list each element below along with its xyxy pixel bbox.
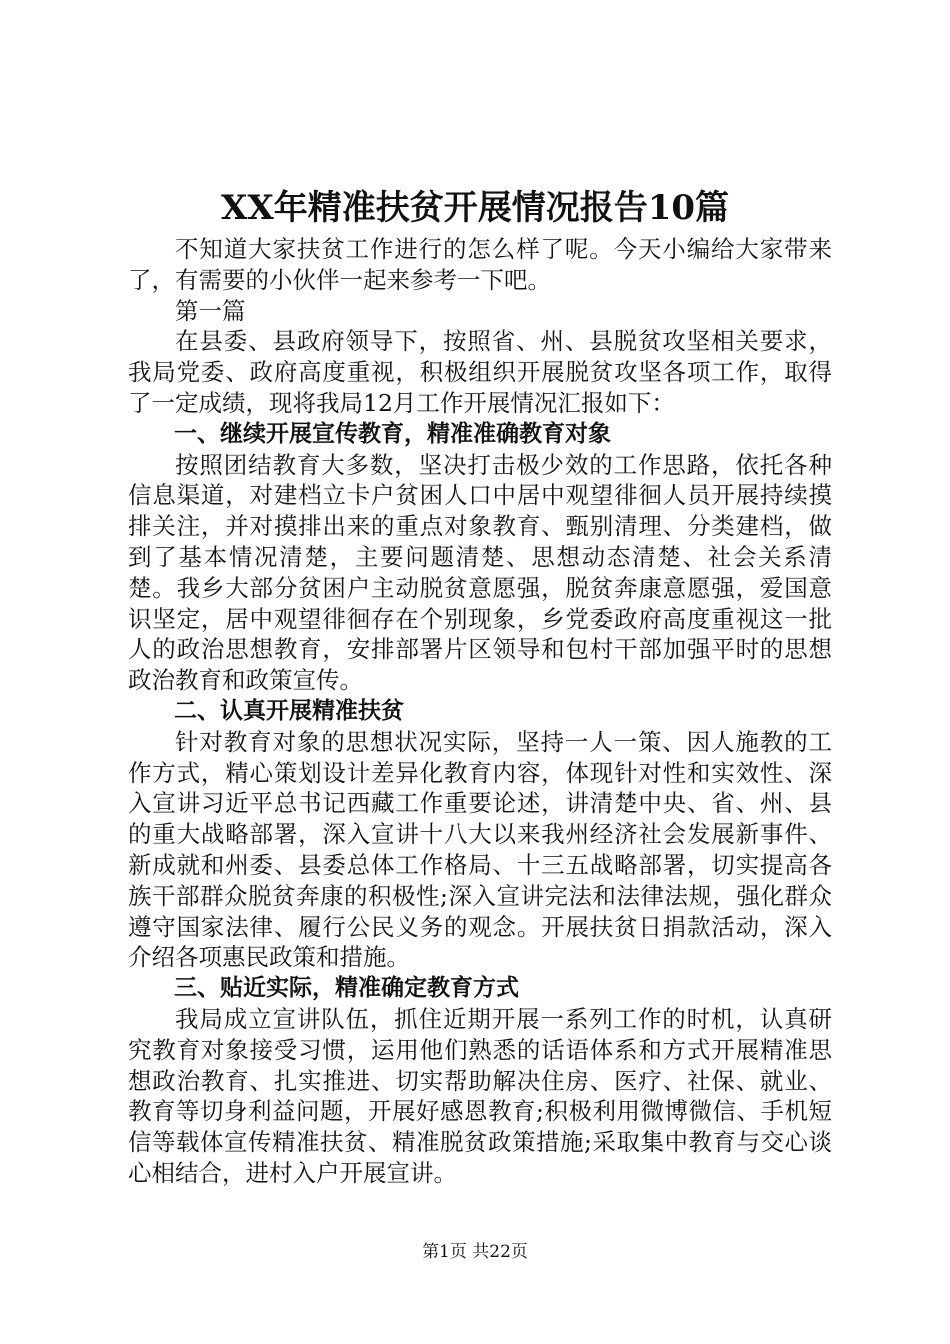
body-paragraph: 按照团结教育大多数，坚决打击极少效的工作思路，依托各种信息渠道，对建档立卡户贫困人口中居中观望徘徊人员开展持续摸排关注，并对摸排出来的重点对象教育、甄别清理、分类建档，做到了基本情况清楚，主要问题清楚、思想动态清楚、社会关系清楚。我乡大部分贫困户主动脱贫意愿强，脱贫奔康意愿强，爱国意识坚定，居中观望徘徊存在个别现象，乡党委政府高度重视这一批人的政治思想教育，安排部署片区领导和包村干部加强平时的思想政治教育和政策宣传。 [128,450,832,695]
document-body [128,234,832,1189]
page-number-footer: 第1页 共22页 [422,1242,528,1262]
section-heading: 一、继续开展宣传教育，精准准确教育对象 [174,420,611,447]
body-paragraph: 在县委、县政府领导下，按照省、州、县脱贫攻坚相关要求，我局党委、政府高度重视，积极组织开展脱贫攻坚各项工作，取得了一定成绩，现将我局12月工作开展情况汇报如下： [128,327,832,417]
body-paragraph: 我局成立宣讲队伍，抓住近期开展一系列工作的时机，认真研究教育对象接受习惯，运用他们熟悉的话语体系和方式开展精准思想政治教育、扎实推进、切实帮助解决住房、医疗、社保、就业、教育等切身利益问题，开展好感恩教育;积极利用微博微信、手机短信等载体宣传精准扶贫、精准脱贫政策措施;采取集中教育与交心谈心相结合，进村入户开展宣讲。 [128,1004,832,1187]
section-heading: 二、认真开展精准扶贫 [174,697,404,724]
body-paragraph: 针对教育对象的思想状况实际，坚持一人一策、因人施教的工作方式，精心策划设计差异化教育内容，体现针对性和实效性、深入宣讲习近平总书记西藏工作重要论述，讲清楚中央、省、州、县的重大战略部署，深入宣讲十八大以来我州经济社会发展新事件、新成就和州委、县委总体工作格局、十三五战略部署，切实提高各族干部群众脱贫奔康的积极性;深入宣讲完法和法律法规，强化群众遵守国家法律、履行公民义务的观念。开展扶贫日捐款活动，深入介绍各项惠民政策和措施。 [128,727,832,972]
intro-paragraph: 不知道大家扶贫工作进行的怎么样了呢。今天小编给大家带来了，有需要的小伙伴一起来参考一下吧。 [128,235,832,294]
section-heading: 三、贴近实际，精准确定教育方式 [174,975,519,1002]
section-label: 第一篇 [175,296,246,325]
document-title: XX年精准扶贫开展情况报告10篇 [220,188,730,228]
